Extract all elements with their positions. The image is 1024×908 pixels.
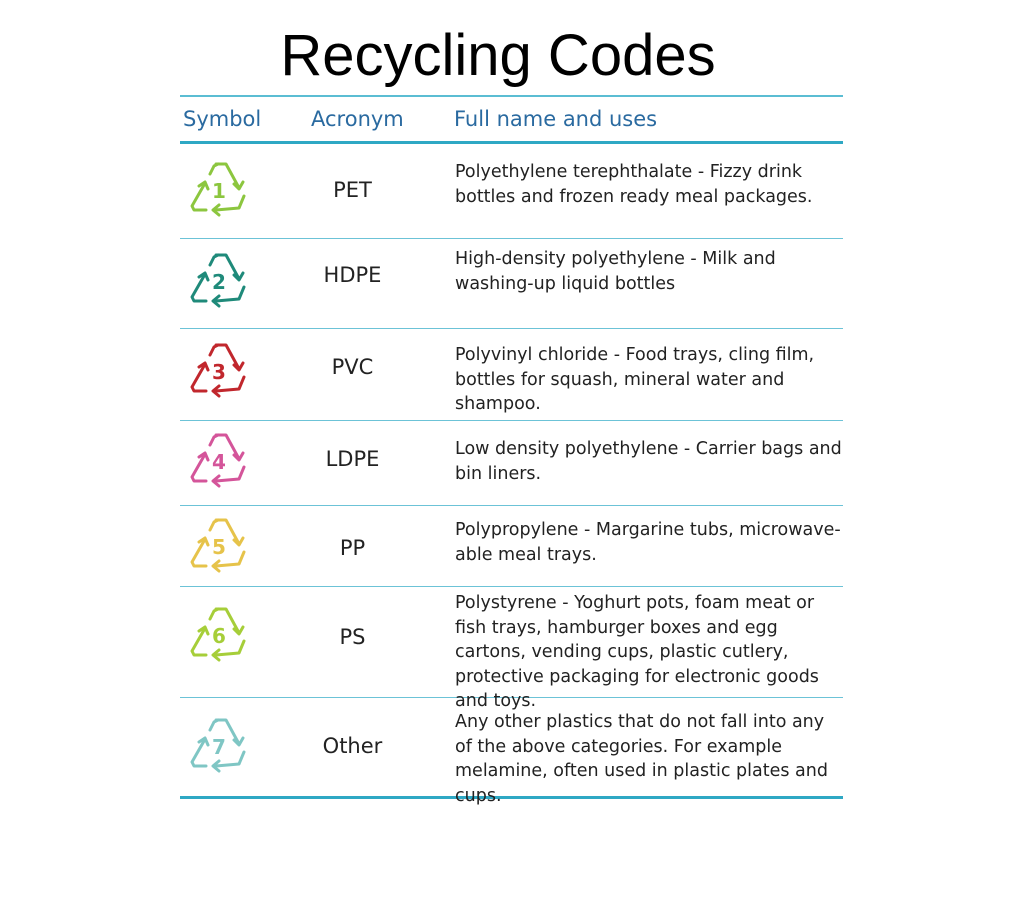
recycle-7-icon [186, 714, 252, 776]
acronym-cell: LDPE [325, 447, 380, 471]
svg-text:7: 7 [212, 735, 226, 759]
svg-text:6: 6 [212, 624, 226, 648]
full-name-cell: High-density polyethylene - Milk and washing-up liquid bottles [455, 249, 776, 294]
header-acronym: Acronym [311, 107, 404, 131]
svg-text:2: 2 [212, 270, 226, 294]
recycle-3-icon [186, 339, 252, 401]
svg-text:5: 5 [212, 535, 226, 559]
acronym-cell: Other [322, 734, 383, 758]
full-name-cell: Polyvinyl chloride - Food trays, cling film, bottles for squash, mineral water and shampoo. [455, 345, 815, 414]
full-name-cell: Polyethylene terephthalate - Fizzy drink bottles and frozen ready meal packages. [455, 162, 813, 207]
svg-text:3: 3 [212, 360, 226, 384]
acronym-cell: HDPE [323, 263, 382, 287]
header-symbol: Symbol [183, 107, 262, 131]
recycling-codes-table [180, 95, 843, 806]
page-title: Recycling Codes [280, 23, 716, 88]
recycle-6-icon [186, 603, 252, 665]
full-name-cell: Polystyrene - Yoghurt pots, foam meat or fish trays, hamburger boxes and egg cartons, vending cups, plastic cutlery, protective packaging for electronic goods and toys. [455, 593, 819, 711]
acronym-cell: PET [333, 178, 372, 202]
acronym-cell: PVC [331, 355, 374, 379]
recycle-2-icon [186, 249, 252, 311]
svg-text:1: 1 [212, 179, 226, 203]
recycle-4-icon [186, 429, 252, 491]
recycle-5-icon [186, 514, 252, 576]
table-row [180, 698, 843, 806]
table-row [180, 329, 843, 421]
full-name-cell: Low density polyethylene - Carrier bags and bin liners. [455, 439, 842, 484]
full-name-cell: Polypropylene - Margarine tubs, microwave-able meal trays. [455, 520, 841, 565]
full-name-cell: Any other plastics that do not fall into any of the above categories. For example melamine, often used in plastic plates and cups. [455, 712, 828, 806]
acronym-cell: PS [339, 625, 366, 649]
table-row [180, 587, 843, 711]
table-row [180, 506, 843, 587]
table-body [180, 144, 843, 806]
table-row [180, 421, 843, 506]
recycle-1-icon [186, 158, 252, 220]
header-full-name: Full name and uses [454, 107, 658, 131]
table-row [180, 144, 843, 239]
acronym-cell: PP [339, 536, 366, 560]
svg-text:4: 4 [212, 450, 226, 474]
table-header [180, 97, 843, 144]
table-row [180, 239, 843, 329]
